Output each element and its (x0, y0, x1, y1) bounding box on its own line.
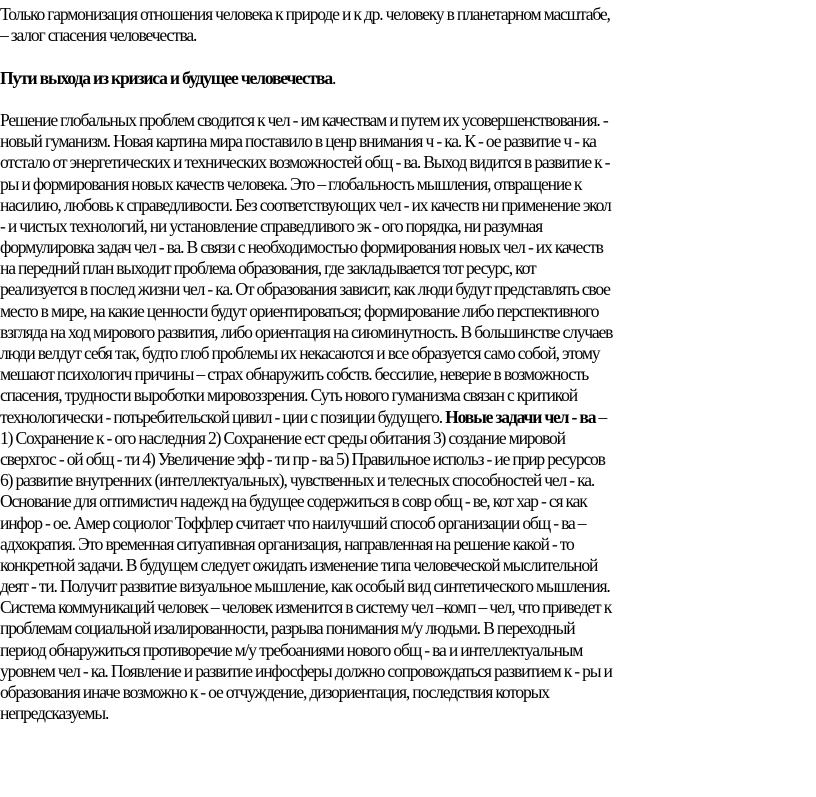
text-line: новый гуманизм. Новая картина мира поставило в ценр внимания ч - ка. К - ое развитие ч - ка (0, 131, 596, 152)
text-line: реализуется в послед жизни чел - ка. От образования зависит, как люди будут представлять свое (0, 279, 610, 300)
blank-line (0, 46, 812, 67)
section-heading (0, 68, 812, 89)
text-line: 6) развитие внутренних (интеллектуальных), чувственных и телесных способностей чел - ка. (0, 470, 595, 491)
text-line-mixed (0, 407, 812, 428)
text-line: насилию, любовь к справедливости. Без соответствующих чел - их качеств ни применение экол (0, 194, 611, 215)
text-line: проблемам социальной изалированности, разрыва понимания м/у людьми. В переходный (0, 618, 575, 639)
text-line: период обнаружиться противоречие м/у требоаниями нового общ - ва и интеллектуальным (0, 639, 583, 660)
mixed-before: технологически - потьребительской цивил - ции с позиции будущего. (0, 406, 446, 427)
text-line: инфор - ое. Амер социолог Тоффлер считает что наилучший способ организации общ - ва – (0, 512, 586, 533)
body-paragraph (0, 110, 812, 724)
new-tasks-heading: Новые задачи чел - ва (445, 406, 596, 427)
text-line: формулировка задач чел - ва. В связи с необходимостью формирования новых чел - их качеств (0, 237, 603, 258)
text-line: адхократия. Это временная ситуативная организация, направленная на решение какой - то (0, 533, 574, 554)
text-line: на передний план выходит проблема образования, где закладывается тот ресурс, кот (0, 258, 536, 279)
heading-period: . (331, 67, 336, 88)
text-line: место в мире, на какие ценности будут ориентироваться; формирование либо перспективного (0, 300, 599, 321)
text-line: люди велдут себя так, будто глоб проблемы их некасаются и все образуется само собой, этому (0, 343, 600, 363)
text-line: отстало от энергетических и технических возможностей общ - ва. Выход видится в развитие к - (0, 152, 610, 173)
text-line: Только гармонизация отношения человека к природе и к др. человеку в планетарном масштабе, (0, 4, 610, 24)
mixed-after: – (595, 406, 607, 427)
text-line: мешают психологич причины – страх обнаружить собств. бессилие, неверие в возможность (0, 364, 589, 385)
text-line: Система коммуникаций человек – человек изменится в систему чел –комп – чел, что приведет к (0, 597, 612, 618)
intro-paragraph (0, 4, 812, 46)
text-line: - и чистых технологий, ни установление справедливого эк - ого порядка, ни разумная (0, 215, 542, 236)
text-line: Основание для оптимистич надежд на будущее содержиться в совр общ - ве, кот хар - ся как (0, 491, 587, 512)
text-line: спасения, трудности выроботки мировоззрения. Суть нового гуманизма связан с критикой (0, 385, 577, 406)
text-line: конкретной задачи. В будущем следует ожидать изменение типа человеческой мыслительной (0, 554, 598, 575)
text-line: 1) Сохранение к - ого наследния 2) Сохранение ест среды обитания 3) создание мировой (0, 427, 565, 448)
text-line: – залог спасения человечества. (0, 25, 197, 46)
text-line: непредсказуемы. (0, 703, 109, 724)
text-line: взгляда на ход мирового развития, либо ориентация на сиюминутность. В большинстве случаев (0, 321, 613, 342)
text-line: Решение глобальных проблем сводится к чел - им качествам и путем их усовершенствования. - (0, 109, 608, 130)
text-line: ры и формирования новых качеств человека. Это – глобальность мышления, отвращение к (0, 173, 582, 194)
text-line: деят - ти. Получит развитие визуальное мышление, как особый вид синтетического мышления. (0, 576, 610, 597)
text-line: уровнем чел - ка. Появление и развитие инфосферы должно сопровождаться развитием к - ры и (0, 660, 612, 681)
text-line: образования иначе возможно к - ое отчуждение, дизориентация, последствия которых (0, 682, 549, 702)
heading-text: Пути выхода из кризиса и будущее человечества (0, 67, 332, 88)
blank-line (0, 89, 812, 110)
text-line: сверхгос - ой общ - ти 4) Увеличение эфф - ти пр - ва 5) Правильное использ - ие прир ресурсов (0, 448, 605, 469)
